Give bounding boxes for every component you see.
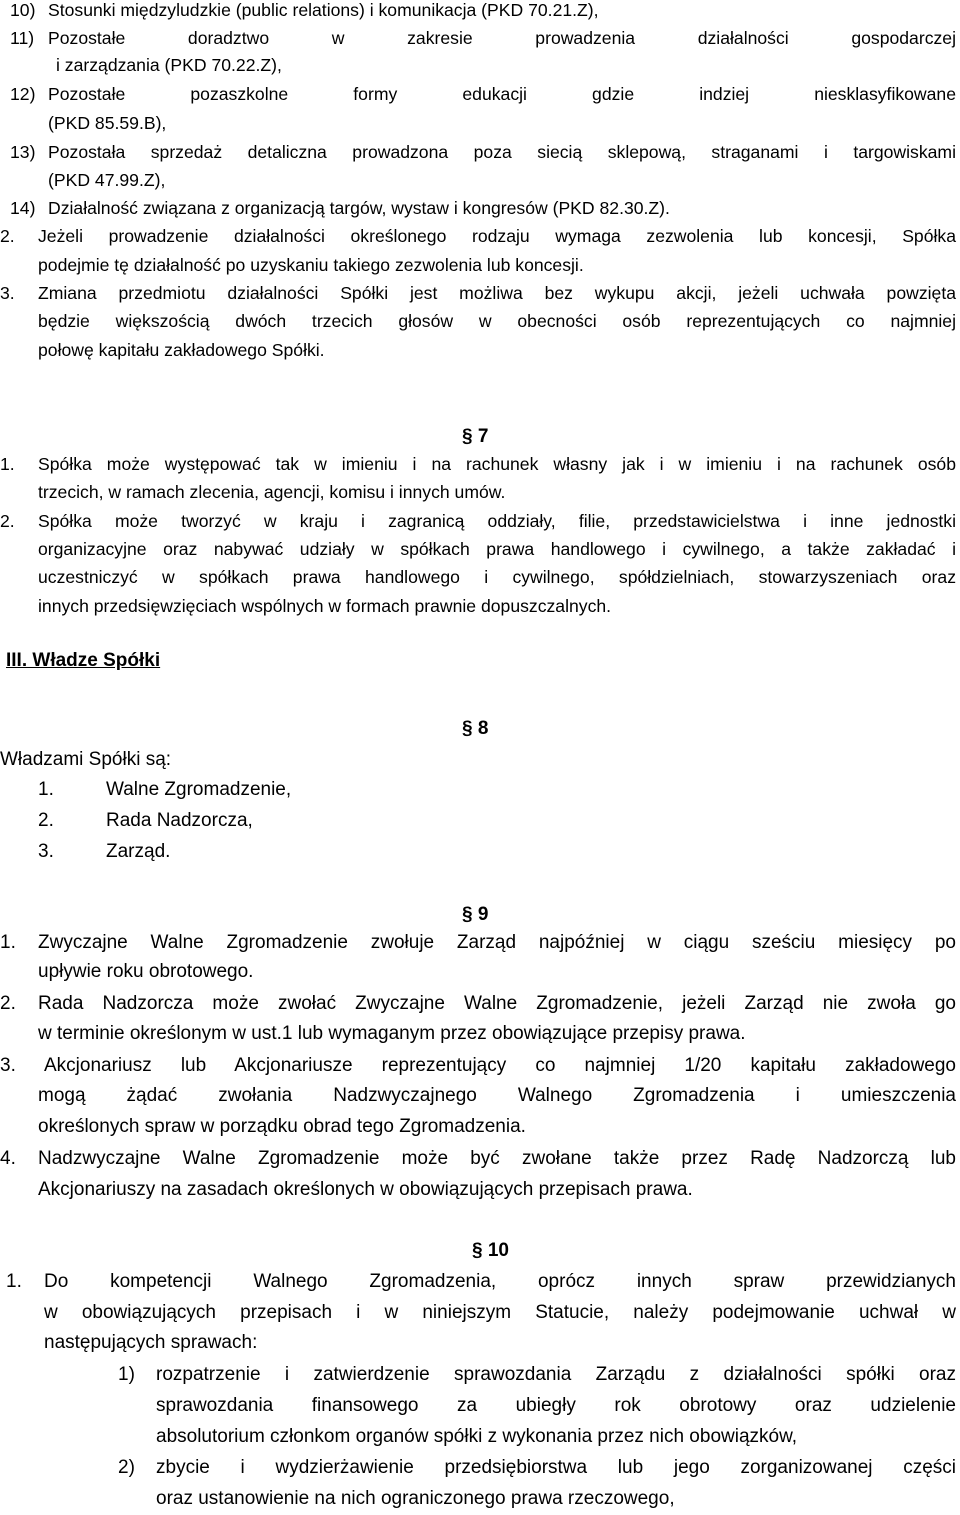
paragraph-7-heading: § 7: [462, 426, 489, 447]
paragraph-9-heading: § 9: [462, 904, 489, 925]
document-page: 10) Stosunki międzyludzkie (public relations) i komunikacja (PKD 70.21.Z), 11) Pozostałe doradztwo w zakresie prowadzenia działalności gospodarczej i zarządzania (PKD 70.22.Z), 12) Pozostałe pozaszkolne formy edukacji gdzie indziej niesklasyfikowane (PKD 85.59.B), 13) Pozostała sprzedaż detaliczna prowadzona poza siecią sklepową, straganami i targowiskami (PKD 47.99.Z), 14) Działalność związana z organizacją targów, wystaw i kongresów (PKD 82.30.Z). 2. Jeżeli prowadzenie działalności określonego rodzaju wymaga zezwolenia lub koncesji, Spółka podejmie tę działalność po uzyskaniu takiego zezwolenia lub koncesji. 3. Zmiana przedmiotu działalności Spółki jest możliwa bez wykupu akcji, jeżeli uchwała powzięta będzie większością dwóch trzecich głosów w obecności osób reprezentujących co najmniej połowę kapitału zakładowego Spółki. § 7 1. Spółka może występować tak w imieniu i na rachunek własny jak i w imieniu i na rachunek osób trzecich, w ramach zlecenia, agencji, komisu i innych umów. 2. Spółka może tworzyć w kraju i zagranicą oddziały, filie, przedstawicielstwa i inne jednostki organizacyjne oraz nabywać udziały w spółkach prawa handlowego i cywilnego, a także zakładać i uczestniczyć w spółkach prawa handlowego i cywilnego, spółdzielniach, stowarzyszeniach oraz innych przedsięwzięciach wspólnych w formach prawnie dopuszczalnych. III. Władze Spółki § 8 Władzami Spółki są: 1. Walne Zgromadzenie, 2. Rada Nadzorcza, 3. Zarząd. § 9 1. Zwyczajne Walne Zgromadzenie zwołuje Zarząd najpóźniej w ciągu sześciu miesięcy po upływie roku obrotowego. 2. Rada Nadzorcza może zwołać Zwyczajne Walne Zgromadzenie, jeżeli Zarząd nie zwoła go w terminie określonym w ust.1 lub wymaganym przez obowiązujące przepisy prawa. 3. Akcjonariusz lub Akcjonariusze reprezentujący co najmniej 1/20 kapitału zakładowego mogą żądać zwołania Nadzwyczajnego Walnego Zgromadzenia i umieszczenia określonych spraw w porządku obrad tego Zgromadzenia. 4. Nadzwyczajne Walne Zgromadzenie może być zwołane także przez Radę Nadzorczą lub Akcjonariuszy na zasadach określonych w obowiązujących przepisach prawa. § 10 1. Do kompetencji Walnego Zgromadzenia, oprócz innych spraw przewidzianych w obowiązujących przepisach i w niniejszym Statucie, należy podejmowanie uchwał w następujących sprawach: 1) rozpatrzenie i zatwierdzenie sprawozdania Zarządu z działalności spółki oraz sprawozdania finansowego za ubiegły rok obrotowy oraz udzielenie absolutorium członkom organów spółki z wykonania przez nich obowiązków, 2) zbycie i wydzierżawienie przedsiębiorstwa lub jego zorganizowanej części oraz ustanowienie na nich ograniczonego prawa rzeczowego,: [0, 0, 956, 1509]
section-title: III. Władze Spółki: [6, 650, 161, 671]
paragraph-8-heading: § 8: [462, 718, 489, 739]
paragraph-10-heading: § 10: [472, 1240, 509, 1261]
paragraph-8-intro: Władzami Spółki są:: [0, 749, 172, 770]
